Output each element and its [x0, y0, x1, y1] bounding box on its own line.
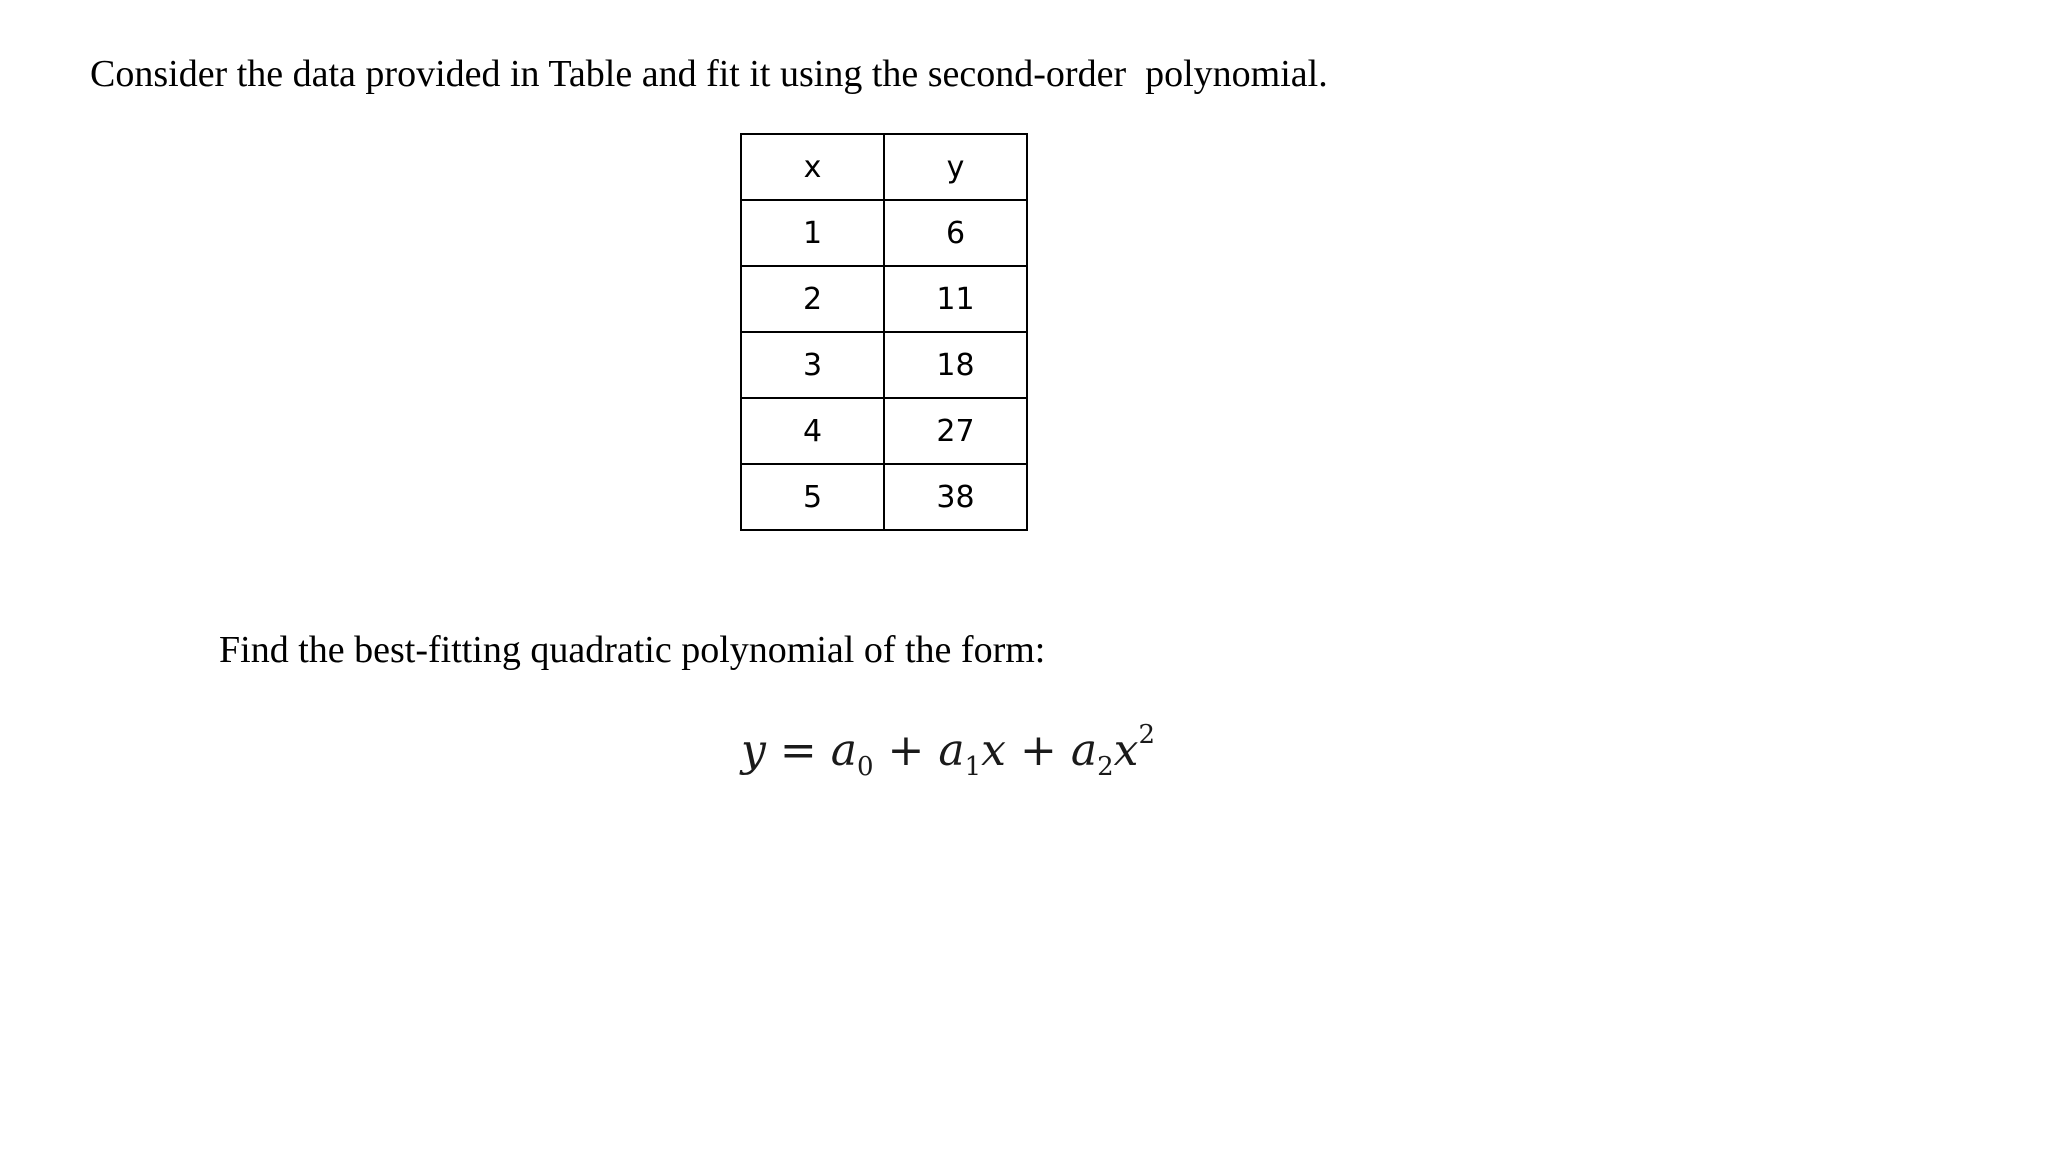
formula-sub-1: 1: [964, 752, 982, 782]
cell-x: 2: [741, 266, 884, 332]
cell-x: 3: [741, 332, 884, 398]
table-row: [741, 332, 1027, 398]
table-header-row: [741, 134, 1027, 200]
formula-a1: a: [938, 725, 965, 776]
formula-y: y: [741, 725, 766, 776]
cell-x: 5: [741, 464, 884, 530]
data-table: [740, 133, 1028, 531]
formula-sub-0: 0: [856, 752, 874, 782]
cell-y: 11: [884, 266, 1027, 332]
cell-y: 38: [884, 464, 1027, 530]
formula-equals: =: [779, 725, 817, 776]
table-row: [741, 464, 1027, 530]
header-x: x: [741, 134, 884, 200]
intro-text: Consider the data provided in Table and fit it using the second-order polynomial.: [90, 53, 1328, 95]
formula-plus: +: [1020, 725, 1057, 776]
formula-a0: a: [830, 725, 857, 776]
formula-sub-2: 2: [1097, 752, 1114, 782]
formula-x2: x: [1113, 725, 1139, 776]
formula-a2: a: [1070, 725, 1098, 776]
cell-y: 27: [884, 398, 1027, 464]
formula-sup-2: 2: [1138, 720, 1156, 750]
formula-x1: x: [981, 725, 1006, 776]
cell-y: 18: [884, 332, 1027, 398]
quadratic-formula: [741, 705, 1155, 797]
table-row: [741, 200, 1027, 266]
formula-plus: +: [887, 725, 925, 776]
header-y: y: [884, 134, 1027, 200]
table-row: [741, 398, 1027, 464]
prompt-text: Find the best-fitting quadratic polynomial of the form:: [219, 629, 1046, 671]
cell-x: 1: [741, 200, 884, 266]
cell-x: 4: [741, 398, 884, 464]
table-row: [741, 266, 1027, 332]
cell-y: 6: [884, 200, 1027, 266]
